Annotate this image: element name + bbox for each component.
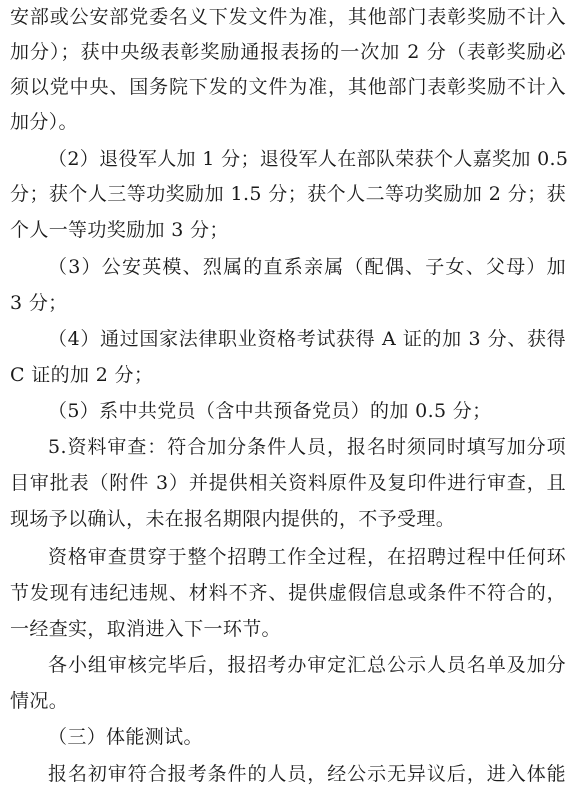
text-line: 分；获个人三等功奖励加 1.5 分；获个人二等功奖励加 2 分；获 <box>10 183 566 205</box>
text-line: 现场予以确认，未在报名期限内提供的，不予受理。 <box>10 508 456 530</box>
text-line: 目审批表（附件 3）并提供相关资料原件及复印件进行审查，且 <box>10 472 566 494</box>
text-line: 情况。 <box>10 690 69 712</box>
text-line: 安部或公安部党委名义下发文件为准，其他部门表彰奖励不计入 <box>10 6 566 28</box>
text-line: C 证的加 2 分； <box>10 364 154 386</box>
text-line: 5.资料审查：符合加分条件人员，报名时须同时填写加分项 <box>48 436 566 458</box>
text-line: 个人一等功奖励加 3 分； <box>10 219 229 241</box>
section-heading: （三）体能测试。 <box>48 726 203 748</box>
text-line: （2）退役军人加 1 分；退役军人在部队荣获个人嘉奖加 0.5 <box>48 148 569 170</box>
text-line: 加分）；获中央级表彰奖励通报表扬的一次加 2 分（表彰奖励必 <box>10 41 566 63</box>
text-line: 报名初审符合报考条件的人员，经公示无异议后，进入体能 <box>48 763 566 785</box>
text-line: （5）系中共党员（含中共预备党员）的加 0.5 分； <box>48 400 492 422</box>
text-line: （4）通过国家法律职业资格考试获得 A 证的加 3 分、获得 <box>48 328 566 350</box>
text-line: 节发现有违纪违规、材料不齐、提供虚假信息或条件不符合的， <box>10 582 566 604</box>
text-line: 加分）。 <box>10 111 78 133</box>
text-line: 须以党中央、国务院下发的文件为准，其他部门表彰奖励不计入 <box>10 76 566 98</box>
text-line: 3 分； <box>10 292 68 314</box>
text-line: （3）公安英模、烈属的直系亲属（配偶、子女、父母）加 <box>48 256 566 278</box>
text-line: 各小组审核完毕后，报招考办审定汇总公示人员名单及加分 <box>48 654 566 676</box>
text-line: 资格审查贯穿于整个招聘工作全过程，在招聘过程中任何环 <box>48 546 566 568</box>
text-line: 一经查实，取消进入下一环节。 <box>10 618 281 640</box>
